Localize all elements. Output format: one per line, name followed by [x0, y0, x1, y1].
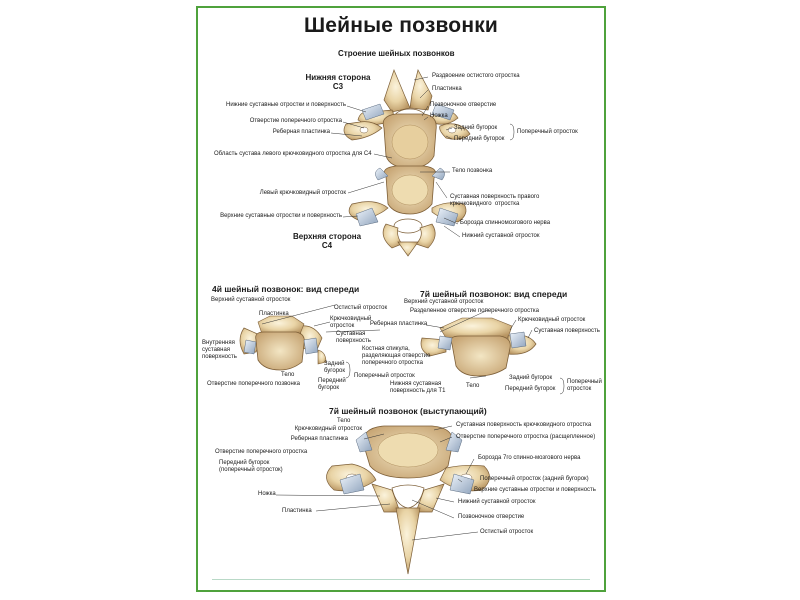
label-anterior-tubercle: Передний бугорок — [454, 136, 505, 142]
label-c7-uncinate: Крючковидный отросток — [518, 317, 586, 323]
label-c7s-costal-lamina: Реберная пластинка — [290, 436, 348, 442]
label-c7-superior-articular: Верхний суставной отросток — [404, 299, 484, 305]
label-c7s-pedicle: Ножка — [258, 491, 276, 497]
upper-side-label: Верхняя сторона С4 — [292, 232, 362, 250]
label-c4-spinous: Остистый отросток — [334, 305, 388, 311]
c4-superior-view — [349, 166, 466, 256]
section-c4-front: 4й шейный позвонок: вид спереди — [212, 284, 360, 294]
label-costal-lamina: Реберная пластинка — [272, 129, 330, 135]
label-c7s-anterior-tubercle: Передний бугорок (поперечный отросток) — [219, 460, 283, 473]
label-c4-superior-articular: Верхний суставной отросток — [211, 297, 291, 303]
label-c7s-spinous: Остистый отросток — [480, 529, 534, 535]
label-mid-transverse-process: Поперечный отросток — [354, 373, 415, 379]
label-superior-articular: Верхние суставные отростки и поверхность — [220, 213, 342, 219]
label-c4-anterior-tubercle: Передний бугорок — [318, 378, 346, 391]
label-vertebral-body: Тело позвонка — [452, 168, 493, 174]
label-c7s-vertebral-foramen: Позвоночное отверстие — [458, 514, 525, 520]
label-c7-body: Тело — [466, 383, 480, 389]
label-transverse-foramen: Отверстие поперечного отростка — [249, 118, 342, 124]
label-c7s-uncinate: Крючковидный отросток — [294, 426, 362, 432]
label-c7-articular-surface: Суставная поверхность — [534, 328, 600, 334]
label-right-uncinate-surface: Суставная поверхность правого крючковидного отростка — [450, 194, 540, 207]
section-c7-front: 7й шейный позвонок: вид спереди — [420, 289, 568, 299]
lower-side-label: Нижняя сторона С3 — [305, 73, 371, 91]
label-c7-transverse-process: Поперечный отросток — [567, 379, 602, 392]
label-inferior-articular: Нижние суставные отростки и поверхность — [225, 102, 346, 108]
label-posterior-tubercle: Задний бугорок — [454, 125, 498, 131]
label-vertebral-foramen: Позвоночное отверстие — [430, 102, 497, 108]
label-c7s-transverse-foramen: Отверстие поперечного отростка — [215, 449, 308, 455]
label-lamina: Пластинка — [432, 86, 462, 92]
label-left-uncinate: Левый крючковидный отросток — [259, 190, 346, 196]
label-c7s-body: Тело — [337, 418, 351, 424]
poster-title: Шейные позвонки — [303, 14, 499, 37]
label-c7-anterior-tubercle: Передний бугорок — [505, 386, 556, 392]
label-c7s-nerve-groove: Борозда 7го спинно-мозгового нерва — [478, 455, 581, 461]
label-pedicle: Ножка — [430, 113, 448, 119]
section-c7-superior: 7й шейный позвонок (выступающий) — [329, 406, 487, 416]
label-mid-bony-spicule: Костная спикула, разделяющая отверстие поперечного отростка — [362, 346, 431, 366]
label-c4-posterior-tubercle: Задний бугорок — [324, 361, 345, 374]
label-c4-body: Тело — [281, 372, 295, 378]
label-c7-posterior-tubercle: Задний бугорок — [509, 375, 553, 381]
label-inferior-articular-process: Нижний суставной отросток — [462, 233, 540, 239]
label-mid-inferior-articular-t1: Нижняя суставная поверхность для Т1 — [390, 381, 446, 394]
label-uncinate-joint: Область сустава левого крючковидного отростка для С4 — [214, 151, 372, 157]
label-nerve-groove: Борозда спинномозгового нерва — [460, 220, 551, 226]
label-c7s-split-foramen: Отверстие поперечного отростка (расщепленное) — [456, 434, 596, 440]
label-c4-uncinate: Крючковидный отросток — [330, 316, 372, 329]
label-c7s-posterior-tubercle: Поперечный отросток (задний бугорок) — [480, 476, 589, 482]
label-c7s-superior-articular: Верхние суставные отростки и поверхность — [474, 487, 596, 493]
label-c4-inner-articular: Внутренняя суставная поверхность — [202, 340, 237, 360]
label-c7s-lamina: Пластинка — [282, 508, 312, 514]
label-c7s-inferior-articular: Нижний суставной отросток — [458, 499, 536, 505]
c7-front-view — [421, 318, 536, 376]
c4-front-view — [240, 316, 326, 370]
label-spinous-bifurcation: Раздвоение остистого отростка — [432, 73, 520, 79]
label-c7-divided-foramen: Разделенное отверстие поперечного отростка — [410, 308, 539, 314]
label-c4-lamina: Пластинка — [259, 311, 289, 317]
label-c7s-uncinate-surface: Суставная поверхность крючковидного отростка — [456, 422, 592, 428]
label-transverse-process: Поперечный отросток — [517, 129, 578, 135]
label-c4-transverse-foramen: Отверстие поперечного позвонка — [207, 381, 300, 387]
label-mid-costal-lamina: Реберная пластинка — [370, 321, 428, 327]
label-c4-articular-surface: Суставная поверхность — [336, 331, 371, 344]
section-structure: Строение шейных позвонков — [338, 49, 455, 58]
